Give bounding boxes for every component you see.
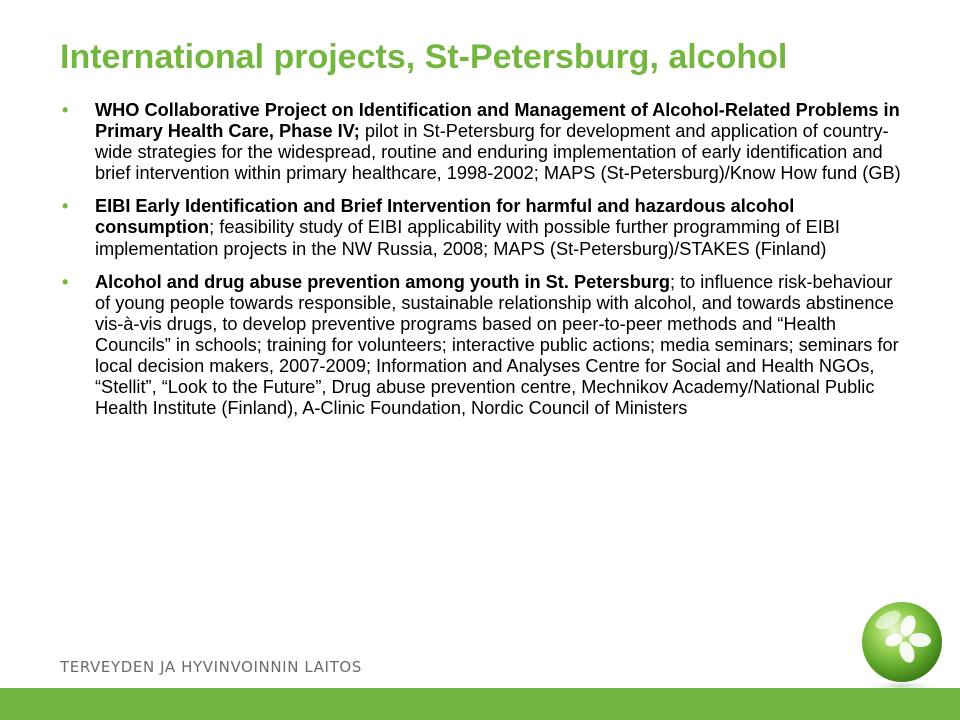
bullet-marker: • [62, 100, 69, 120]
footer-organization-name: TERVEYDEN JA HYVINVOINNIN LAITOS [60, 658, 362, 676]
bullet-list [62, 100, 908, 431]
bullet-bold-text: EIBI Early Identification and Brief Intervention for harmful and hazardous alcohol consumption [95, 196, 795, 238]
bullet-bold-text: WHO Collaborative Project on Identification and Management of Alcohol-Related Problems in Primary Health Care, Phase IV; [95, 100, 900, 142]
bullet-body-text: ; feasibility study of EIBI applicability with possible further programming of EIBI implementation projects in the NW Russia, 2008; MAPS (St-Petersburg)/STAKES (Finland) [95, 217, 840, 259]
bullet-body-text: pilot in St-Petersburg for development and application of country-wide strategies for the widespread, routine and enduring implementation of early identification and brief intervention within primary healthcare, 1998-2002; MAPS (St-Petersburg)/Know How fund (GB) [95, 121, 901, 184]
slide-title: International projects, St-Petersburg, alcohol [60, 38, 788, 76]
bullet-marker: • [62, 271, 69, 292]
bullet-body-text: ; to influence risk-behaviour of young people towards responsible, sustainable relationship with alcohol, and towards abstinence vis-à-vis drugs, to develop preventive programs based on peer-to-peer methods and “Health Councils” in schools; training for volunteers; interactive public actions; media seminars; seminars for local decision makers, 2007-2009; Information and Analyses Centre for Social and Health NGOs, “Stellit”, “Look to the Future”, Drug abuse prevention centre, Mechnikov Academy/National Public Health Institute (Finland), A-Clinic Foundation, Nordic Council of Ministers [95, 271, 899, 419]
bullet-item [62, 100, 908, 184]
bullet-item [62, 272, 908, 420]
green-glass-sphere-logo-icon [852, 596, 952, 696]
bullet-marker: • [62, 196, 69, 217]
bullet-item [62, 196, 908, 259]
bullet-bold-text: Alcohol and drug abuse prevention among youth in St. Petersburg [95, 271, 670, 292]
footer-bar [0, 688, 960, 720]
